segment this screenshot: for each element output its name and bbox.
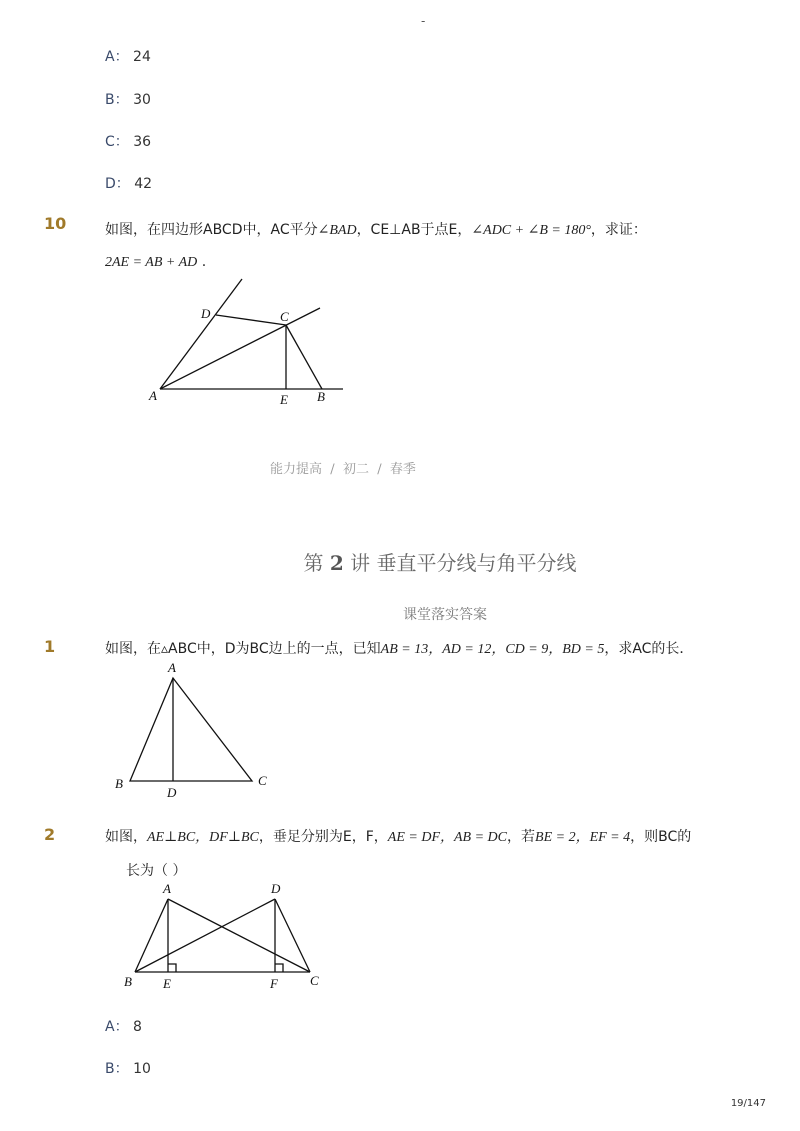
- option-label: C：: [105, 134, 129, 150]
- right-angle-marker: [275, 964, 283, 972]
- breadcrumb-separator: /: [377, 462, 382, 477]
- chapter-number: 2: [329, 551, 344, 575]
- right-angle-marker: [168, 964, 176, 972]
- question-text: 如图，在四边形ABCD中，AC平分: [105, 222, 318, 238]
- chapter-name: 讲 垂直平分线与角平分线: [350, 551, 577, 575]
- option-value: 10: [133, 1061, 151, 1077]
- question-text: ，垂足分别为E，F，: [258, 829, 388, 845]
- breadcrumb-item: 能力提高: [270, 462, 323, 477]
- question-number: 2: [44, 825, 56, 844]
- breadcrumb-separator: /: [330, 462, 335, 477]
- question-text: 如图，在▵ABC中，D为BC边上的一点，已知: [105, 641, 381, 657]
- section-title: 课堂落实答案: [403, 607, 487, 623]
- question-text: 如图，: [105, 829, 147, 845]
- option-value: 30: [133, 92, 151, 108]
- page-number: 19/147: [730, 1098, 766, 1109]
- chapter-prefix: 第: [303, 551, 324, 575]
- option-label: A：: [105, 1019, 129, 1035]
- option-value: 8: [133, 1019, 142, 1035]
- question-text: ，则BC的: [630, 829, 692, 845]
- line-ac: [168, 899, 310, 972]
- point-label-d: D: [167, 785, 177, 800]
- option-label: B：: [105, 1061, 129, 1077]
- point-label-e: E: [280, 392, 288, 407]
- point-label-b: B: [317, 389, 325, 404]
- option-label: B：: [105, 92, 129, 108]
- math-expression: ∠BAD: [317, 223, 357, 238]
- line-ab: [135, 899, 168, 972]
- point-label-d: D: [271, 881, 281, 896]
- point-label-c: C: [258, 773, 267, 788]
- header-mark: -: [421, 14, 426, 28]
- point-label-c: C: [310, 973, 319, 988]
- point-label-a: A: [168, 660, 176, 675]
- question-number: 10: [44, 214, 67, 233]
- breadcrumb-item: 春季: [389, 462, 416, 477]
- option-label: A：: [105, 49, 129, 65]
- point-label-b: B: [115, 776, 123, 791]
- point-label-a: A: [163, 881, 171, 896]
- line-bd: [135, 899, 275, 972]
- option-value: 36: [133, 134, 152, 150]
- point-label-e: E: [163, 976, 171, 991]
- option-label: D：: [105, 176, 130, 192]
- question-2-line2: 长为（ ）: [126, 863, 187, 879]
- breadcrumb-item: 初二: [342, 462, 369, 477]
- point-label-f: F: [270, 976, 278, 991]
- question-text: ，求证：: [590, 222, 647, 238]
- option-value: 42: [134, 176, 153, 192]
- point-label-d: D: [201, 306, 211, 321]
- question-number: 1: [44, 637, 56, 656]
- question-text: ，求AC的长．: [604, 641, 694, 657]
- question-text: ，CE⊥AB于点E，: [356, 222, 472, 238]
- math-expression: ∠ADC + ∠B = 180°: [471, 223, 591, 238]
- math-expression: BE = 2，EF = 4: [535, 830, 631, 845]
- math-expression: AE⊥BC，DF⊥BC: [147, 830, 259, 845]
- point-label-a: A: [149, 388, 157, 403]
- math-expression: AE = DF，AB = DC: [387, 830, 508, 845]
- option-value: 24: [133, 49, 151, 65]
- option-b[interactable]: [105, 1058, 151, 1078]
- point-label-c: C: [280, 309, 289, 324]
- question-text: ，若: [507, 829, 536, 845]
- point-label-b: B: [124, 974, 132, 989]
- line-dc: [275, 899, 310, 972]
- option-a[interactable]: [105, 1016, 142, 1036]
- math-expression: AB = 13，AD = 12，CD = 9，BD = 5: [380, 642, 605, 657]
- math-expression: 2AE = AB + AD: [105, 255, 198, 270]
- question-text: .: [201, 254, 207, 270]
